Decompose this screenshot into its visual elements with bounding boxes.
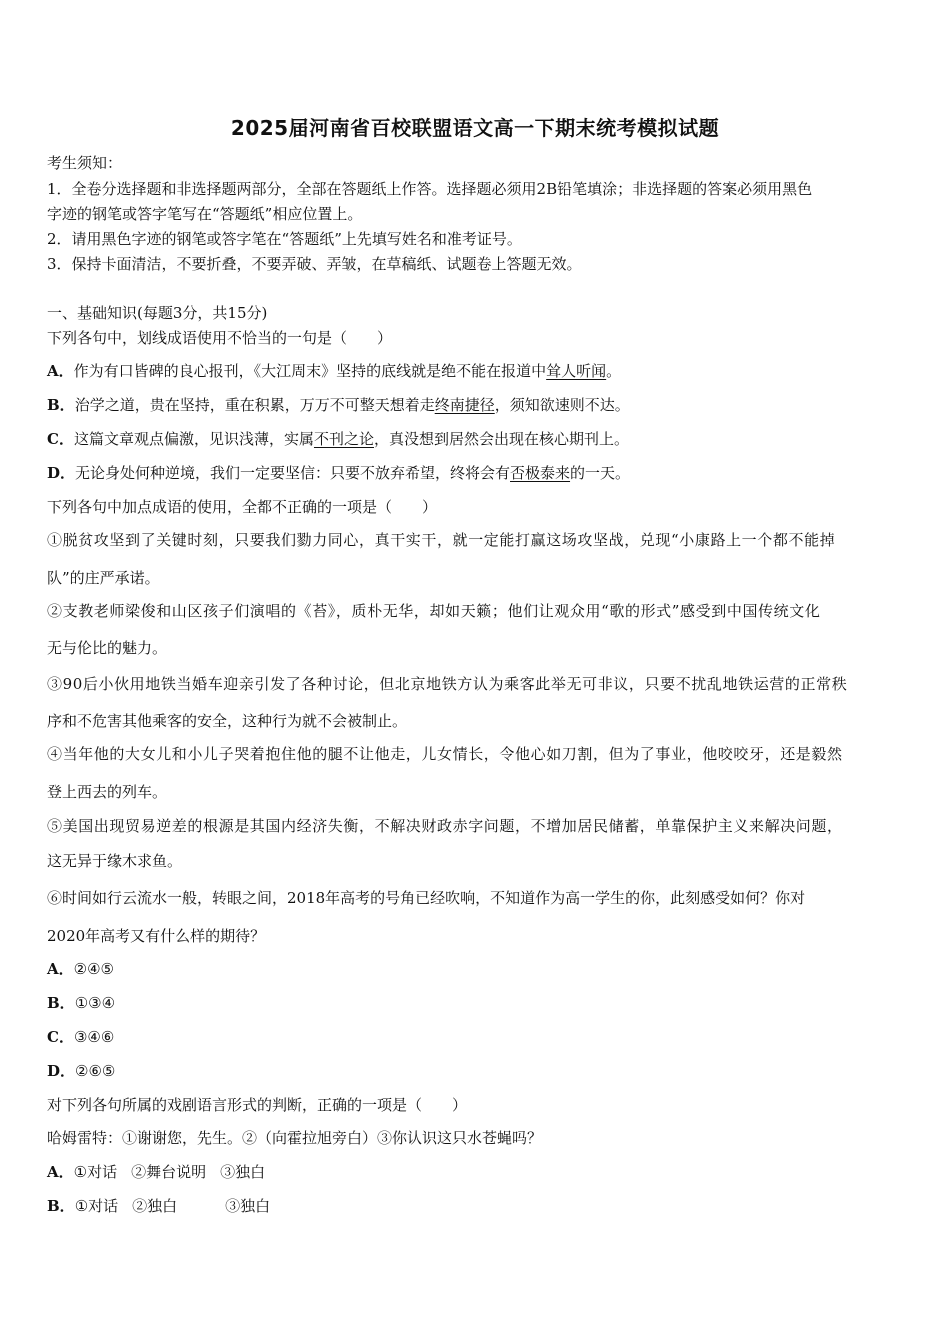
- option-label: D．: [47, 1062, 76, 1080]
- notice-item: 字迹的钢笔或答字笔写在“答题纸”相应位置上。: [47, 205, 363, 223]
- q3-option-a: A．①对话 ②舞台说明 ③独白: [47, 1163, 266, 1181]
- option-label: B．: [47, 396, 75, 414]
- notice-heading: 考生须知：: [47, 154, 123, 172]
- option-label: A．: [47, 362, 74, 380]
- underlined-idiom: 终南捷径: [434, 396, 495, 414]
- underlined-idiom: 不刊之论: [313, 430, 374, 448]
- q2-option-a: A．②④⑤: [47, 960, 114, 978]
- q2-sentence-6-cont: 2020年高考又有什么样的期待？: [47, 927, 266, 945]
- q1-stem: 下列各句中，划线成语使用不恰当的一句是（ ）: [47, 329, 393, 347]
- option-label: B．: [47, 994, 75, 1012]
- q2-sentence-6: ⑥时间如行云流水一般，转眼之间，2018年高考的号角已经吹响，不知道作为高一学生的你，此刻感受如何？你对: [47, 889, 806, 907]
- q2-sentence-5: ⑤美国出现贸易逆差的根源是其国内经济失衡，不解决财政赤字问题，不增加居民储蓄，单靠保护主义来解决问题，: [47, 817, 843, 835]
- q1-option-a: A．作为有口皆碑的良心报刊，《大江周末》坚持的底线就是绝不能在报道中耸人听闻。: [47, 362, 622, 380]
- q2-sentence-2-cont: 无与伦比的魅力。: [47, 639, 168, 657]
- q2-sentence-4-cont: 登上西去的列车。: [47, 783, 168, 801]
- section-heading: 一、基础知识(每题3分，共15分): [47, 304, 268, 322]
- q2-option-b: B．①③④: [47, 994, 116, 1012]
- q2-sentence-4: ④当年他的大女儿和小儿子哭着抱住他的腿不让他走，儿女情长，令他心如刀割，但为了事业，他咬咬牙，还是毅然: [47, 745, 843, 763]
- q2-sentence-3: ③90后小伙用地铁当婚车迎亲引发了各种讨论，但北京地铁方认为乘客此举无可非议，只要不扰乱地铁运营的正常秩: [47, 675, 848, 693]
- notice-item: 1．全卷分选择题和非选择题两部分，全部在答题纸上作答。选择题必须用2B铅笔填涂；非选择题的答案必须用黑色: [47, 180, 813, 198]
- option-label: A．: [47, 1163, 74, 1181]
- q2-sentence-1-cont: 队”的庄严承诺。: [47, 569, 160, 587]
- underlined-idiom: 耸人听闻: [546, 362, 607, 380]
- q1-option-c: C．这篇文章观点偏激，见识浅薄，实属不刊之论，真没想到居然会出现在核心期刊上。: [47, 430, 629, 448]
- q2-sentence-2: ②支教老师梁俊和山区孩子们演唱的《苔》，质朴无华，却如天籁；他们让观众用“歌的形式”感受到中国传统文化: [47, 602, 821, 620]
- option-label: A．: [47, 960, 74, 978]
- notice-item: 3．保持卡面清洁，不要折叠，不要弄破、弄皱，在草稿纸、试题卷上答题无效。: [47, 255, 582, 273]
- q3-passage: 哈姆雷特：①谢谢您，先生。②（向霍拉旭旁白）③你认识这只水苍蝇吗？: [47, 1129, 543, 1147]
- option-label: B．: [47, 1197, 75, 1215]
- q2-option-c: C．③④⑥: [47, 1028, 115, 1046]
- q3-option-b: B．①对话 ②独白 ③独白: [47, 1197, 271, 1215]
- q2-stem: 下列各句中加点成语的使用，全都不正确的一项是（ ）: [47, 498, 438, 516]
- q1-option-b: B．治学之道，贵在坚持，重在积累，万万不可整天想着走终南捷径，须知欲速则不达。: [47, 396, 630, 414]
- q2-option-d: D．②⑥⑤: [47, 1062, 116, 1080]
- q2-sentence-5-cont: 这无异于缘木求鱼。: [47, 852, 183, 870]
- option-label: C．: [47, 1028, 74, 1046]
- option-label: C．: [47, 430, 74, 448]
- q2-sentence-1: ①脱贫攻坚到了关键时刻，只要我们勠力同心，真干实干，就一定能打赢这场攻坚战，兑现“小康路上一个都不能掉: [47, 531, 836, 549]
- page-title: 2025届河南省百校联盟语文高一下期末统考模拟试题: [230, 116, 720, 140]
- option-label: D．: [47, 464, 76, 482]
- notice-item: 2．请用黑色字迹的钢笔或答字笔在“答题纸”上先填写姓名和准考证号。: [47, 230, 522, 248]
- q1-option-d: D．无论身处何种逆境，我们一定要坚信：只要不放弃希望，终将会有否极泰来的一天。: [47, 464, 631, 482]
- q3-stem: 对下列各句所属的戏剧语言形式的判断，正确的一项是（ ）: [47, 1096, 468, 1114]
- underlined-idiom: 否极泰来: [510, 464, 571, 482]
- q2-sentence-3-cont: 序和不危害其他乘客的安全，这种行为就不会被制止。: [47, 712, 408, 730]
